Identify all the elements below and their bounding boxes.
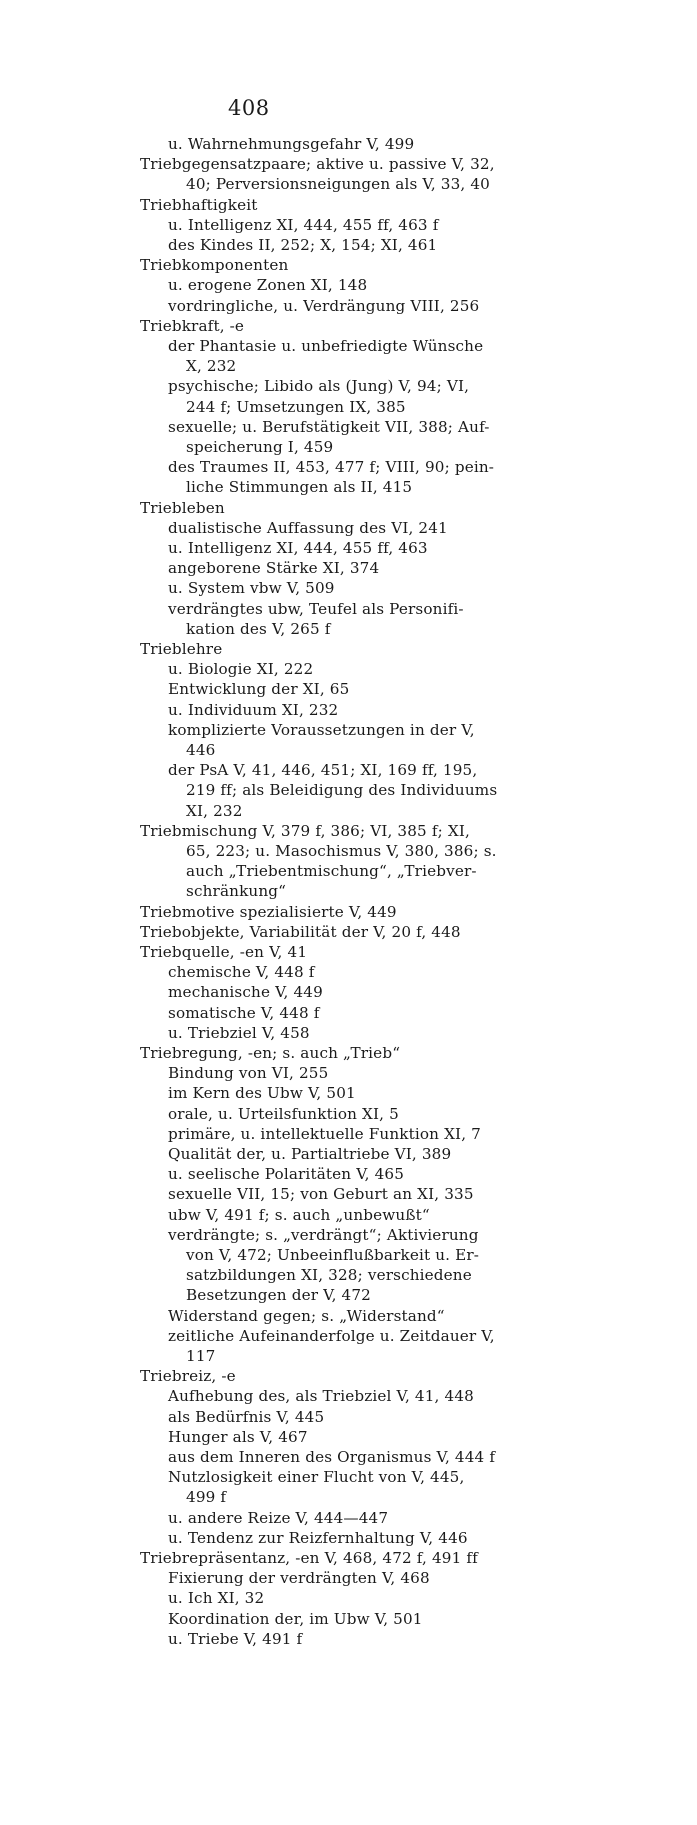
index-subentry: verdrängtes ubw, Teufel als Personifi- [168,599,464,618]
index-subentry: orale, u. Urteilsfunktion XI, 5 [168,1104,399,1123]
index-subentry: des Traumes II, 453, 477 f; VIII, 90; pein- [168,458,495,477]
index-subentry: Hunger als V, 467 [168,1427,308,1446]
index-subentry: u. Ich XI, 32 [168,1589,265,1608]
index-subentry: 219 ff; als Beleidigung des Individuums [186,781,498,800]
index-subentry: u. Intelligenz XI, 444, 455 ff, 463 f [168,215,439,234]
index-subentry: 499 f [186,1488,227,1507]
index-subentry: speicherung I, 459 [186,438,334,456]
index-subentry: u. andere Reize V, 444—447 [168,1508,389,1527]
index-subentry: Koordination der, im Ubw V, 501 [168,1609,423,1628]
index-subentry: als Bedürfnis V, 445 [168,1407,325,1426]
index-subentry: vordringliche, u. Verdrängung VIII, 256 [168,296,480,315]
index-subentry: komplizierte Voraussetzungen in der V, [168,720,475,739]
index-subentry: mechanische V, 449 [168,983,323,1002]
index-headword: Triebobjekte, Variabilität der V, 20 f, 448 [140,922,461,941]
index-subentry: sexuelle VII, 15; von Geburt an XI, 335 [168,1185,474,1204]
index-subentry: des Kindes II, 252; X, 154; XI, 461 [168,236,438,254]
index-subentry: u. System vbw V, 509 [168,579,335,598]
index-headword: Triebquelle, -en V, 41 [140,943,308,961]
index-subentry: u. Tendenz zur Reizfernhaltung V, 446 [168,1528,468,1547]
index-subentry: 40; Perversionsneigungen als V, 33, 40 [186,175,490,194]
index-subentry: XI, 232 [186,801,243,820]
index-subentry: u. Intelligenz XI, 444, 455 ff, 463 [168,539,428,557]
index-subentry: Bindung von VI, 255 [168,1064,329,1083]
index-subentry: im Kern des Ubw V, 501 [168,1084,356,1103]
index-subentry: angeborene Stärke XI, 374 [168,559,380,578]
index-subentry: der Phantasie u. unbefriedigte Wünsche [168,337,484,355]
index-subentry: sexuelle; u. Berufstätigkeit VII, 388; Auf- [168,417,490,436]
index-headword: Triebreiz, -e [140,1367,236,1386]
index-subentry: kation des V, 265 f [186,619,331,638]
index-headword: Triebkraft, -e [140,316,245,335]
index-subentry: Widerstand gegen; s. „Widerstand“ [168,1306,445,1325]
index-subentry: chemische V, 448 f [168,963,315,982]
index-subentry: u. seelische Polaritäten V, 465 [168,1165,405,1184]
index-subentry: 117 [186,1347,216,1365]
index-headword: Triebkomponenten [140,256,289,275]
index-subentry: 446 [186,741,216,759]
index-subentry: ubw V, 491 f; s. auch „unbewußt“ [168,1205,430,1224]
index-subentry: u. Triebe V, 491 f [168,1629,303,1648]
index-subentry: u. erogene Zonen XI, 148 [168,276,368,295]
index-headword: Triebmotive spezialisierte V, 449 [140,902,397,921]
index-headword: Trieblehre [140,640,223,658]
index-headword: Triebgegensatzpaare; aktive u. passive V, 32, [140,155,495,174]
index-subentry: liche Stimmungen als II, 415 [186,478,413,497]
index-subentry: u. Individuum XI, 232 [168,700,339,719]
index-subentry: psychische; Libido als (Jung) V, 94; VI, [168,377,470,396]
index-subentry: X, 232 [186,357,237,376]
index-headword: Triebleben [140,498,225,517]
index-subentry: u. Biologie XI, 222 [168,660,314,679]
index-subentry: aus dem Inneren des Organismus V, 444 f [168,1448,496,1466]
index-subentry: 244 f; Umsetzungen IX, 385 [186,397,406,416]
index-subentry: zeitliche Aufeinanderfolge u. Zeitdauer V, [168,1326,495,1345]
index-subentry: u. Triebziel V, 458 [168,1023,310,1042]
index-subentry: Qualität der, u. Partialtriebe VI, 389 [168,1145,452,1163]
index-subentry: u. Wahrnehmungsgefahr V, 499 [168,135,415,153]
index-subentry: schränkung“ [186,882,287,901]
index-subentry: Entwicklung der XI, 65 [168,680,350,699]
index-subentry: dualistische Auffassung des VI, 241 [168,518,448,537]
index-subentry: der PsA V, 41, 446, 451; XI, 169 ff, 195, [168,761,478,780]
index-headword: Triebhaftigkeit [140,195,258,214]
index-subentry: somatische V, 448 f [168,1003,320,1022]
index-subentry: 65, 223; u. Masochismus V, 380, 386; s. [186,842,497,860]
index-subentry: Besetzungen der V, 472 [186,1286,371,1305]
index-subentry: Aufhebung des, als Triebziel V, 41, 448 [168,1387,474,1406]
index-headword: Triebrepräsentanz, -en V, 468, 472 f, 491 ff [140,1549,478,1567]
index-subentry: Nutzlosigkeit einer Flucht von V, 445, [168,1468,465,1487]
index-subentry: verdrängte; s. „verdrängt“; Aktivierung [168,1225,479,1244]
index-subentry: satzbildungen XI, 328; verschiedene [186,1266,472,1285]
page-number: 408 [228,96,270,120]
index-headword: Triebmischung V, 379 f, 386; VI, 385 f; XI, [140,821,470,840]
index-subentry: primäre, u. intellektuelle Funktion XI, 7 [168,1124,481,1143]
index-subentry: von V, 472; Unbeeinflußbarkeit u. Er- [186,1246,480,1264]
index-subentry: Fixierung der verdrängten V, 468 [168,1569,430,1588]
index-subentry: auch „Triebentmischung“, „Triebver- [186,862,477,881]
index-headword: Triebregung, -en; s. auch „Trieb“ [140,1044,401,1062]
